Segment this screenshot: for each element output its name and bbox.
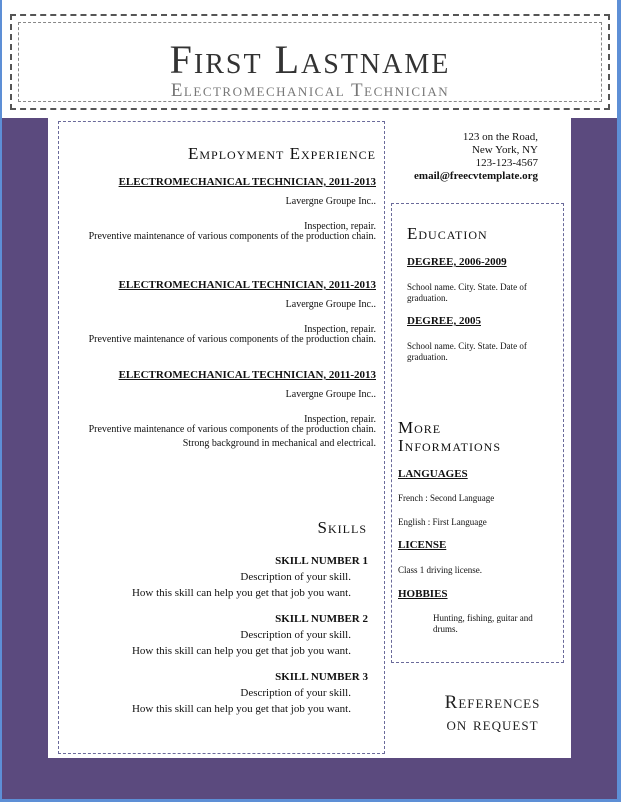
candidate-title: Electromechanical Technician [170,80,450,101]
job-detail: Preventive maintenance of various components of the production chain. [88,334,376,345]
license-label: LICENSE [398,539,447,551]
job-detail: Inspection, repair. [304,324,376,335]
job-entry [59,280,376,345]
languages-label: LANGUAGES [398,468,468,480]
skill-description: Description of your skill. [240,687,351,699]
job-detail: Strong background in mechanical and electrical. [182,438,376,449]
left-column [58,121,385,754]
skill-description: Description of your skill. [240,629,351,641]
window-border-right [617,0,621,802]
job-detail: Inspection, repair. [304,414,376,425]
right-column [391,203,564,663]
references-note [420,692,565,736]
job-detail: Preventive maintenance of various components of the production chain. [88,231,376,242]
license-text: Class 1 driving license. [398,565,482,575]
hobbies-label: HOBBIES [398,588,448,600]
job-company: Lavergne Groupe Inc.. [285,196,376,207]
header-box [10,14,610,110]
degree-title: DEGREE, 2006-2009 [407,256,507,268]
contact-block [395,131,538,183]
language-item: English : First Language [398,517,487,527]
job-company: Lavergne Groupe Inc.. [285,299,376,310]
skill-help: How this skill can help you get that job you want. [131,703,351,715]
address-line: New York, NY [471,144,538,156]
skill-name: SKILL NUMBER 3 [275,671,368,683]
degree-title: DEGREE, 2005 [407,315,481,327]
skills-heading: Skills [317,518,367,537]
skill-name: SKILL NUMBER 1 [275,555,368,567]
degree-details: School name. City. State. Date of graduation. [407,282,527,303]
language-item: French : Second Language [398,493,495,503]
references-line: on request [446,714,539,735]
email-address: email@freecvtemplate.org [414,170,538,182]
more-info-heading: Informations [398,436,502,455]
phone-number: 123-123-4567 [475,157,538,169]
skill-entry [59,611,368,659]
job-title: ELECTROMECHANICAL TECHNICIAN, 2011-2013 [118,176,376,188]
skill-name: SKILL NUMBER 2 [275,613,368,625]
skill-help: How this skill can help you get that job you want. [131,587,351,599]
job-title: ELECTROMECHANICAL TECHNICIAN, 2011-2013 [118,369,376,381]
address-line: 123 on the Road, [462,131,538,143]
education-heading: Education [407,224,488,243]
job-title: ELECTROMECHANICAL TECHNICIAN, 2011-2013 [118,279,376,291]
degree-details: School name. City. State. Date of graduation. [407,341,527,362]
hobbies-text: Hunting, fishing, guitar and drums. [433,613,533,634]
skill-entry [59,553,368,601]
job-detail: Inspection, repair. [304,221,376,232]
more-info-heading: More [398,418,442,437]
job-company: Lavergne Groupe Inc.. [285,389,376,400]
skill-description: Description of your skill. [240,571,351,583]
skill-entry [59,669,368,717]
window-border-left [0,0,2,802]
job-detail: Preventive maintenance of various components of the production chain. [88,424,376,435]
references-line: References [444,692,541,713]
employment-heading: Employment Experience [187,144,376,163]
job-entry [59,370,376,449]
job-entry [59,177,376,242]
skill-help: How this skill can help you get that job you want. [131,645,351,657]
candidate-name: First Lastname [169,37,451,82]
